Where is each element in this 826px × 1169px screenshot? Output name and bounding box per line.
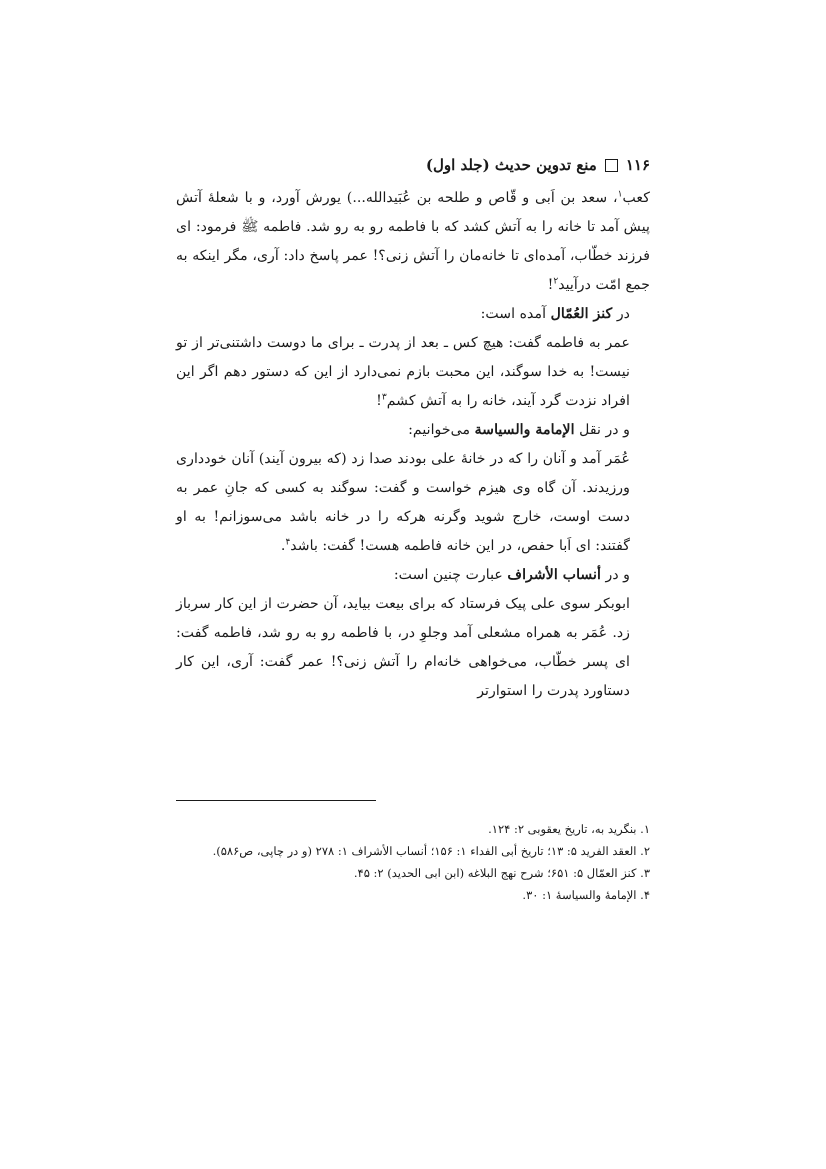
- quote-text: !: [376, 393, 382, 409]
- footnote-1: ۱. بنگرید به، تاریخ یعقوبی ۲: ۱۲۴.: [488, 822, 650, 836]
- footnote-4: ۴. الإمامۀ والسیاسۀ ۱: ۳۰.: [522, 888, 650, 902]
- running-header: [176, 150, 650, 180]
- page-number: ۱۱۶: [625, 156, 650, 174]
- lead-text: و در نقل: [579, 422, 630, 438]
- quote-3: [176, 590, 630, 706]
- footnote-3: ۳. کنز العمّال ۵: ۶۵۱؛ شرح نهج البلاغه (ابن ابی الحدید) ۲: ۴۵.: [353, 866, 650, 880]
- lead-text: عبارت چنین است:: [393, 567, 503, 583]
- paragraph-text: !: [547, 277, 554, 293]
- footnote-2: ۲. العقد الفرید ۵: ۱۳؛ تاریخ أبی الفداء ۱: ۱۵۶؛ أنساب الأشراف ۱: ۲۷۸ (و در چاپی، ص۵۸۶).: [212, 844, 650, 858]
- square-ornament-icon: [605, 159, 618, 172]
- footnote-ref: ۱: [617, 189, 623, 200]
- book-page: [176, 150, 650, 902]
- quote-text: ابوبکر سوی علی پیک فرستاد که برای بیعت بیاید، آن حضرت از این کار سرباز زد. عُمَر به همراه مشعلی آمد وجلوِ در، با فاطمه رو به رو شد، فاطمه گفت: ای پسر خطّاب، می‌خواهی خانه‌ام را آتش زنی؟! عمر گفت: آری، این کار دستاورد پدرت را استوارتر: [176, 596, 630, 699]
- source-title: أنساب الأشراف: [507, 567, 601, 583]
- source-title: الإمامة والسیاسة: [474, 422, 575, 438]
- paragraph-intro: [176, 184, 650, 300]
- lead-text: و در: [605, 567, 630, 583]
- footnote-ref: ۴: [285, 537, 291, 548]
- quote-text: عمر به فاطمه گفت: هیچ کس ـ بعد از پدرت ـ برای ما دوست داشتنی‌تر از تو نیست! به خدا سوگند، این محبت بازم نمی‌دارد از این که دستور دهم اگر این افراد نزدت گرد آیند، خانه را به آتش کشم: [176, 335, 630, 409]
- lead-text: در: [616, 306, 630, 322]
- lead-text: می‌خوانیم:: [408, 422, 471, 438]
- paragraph-text: کعب: [622, 190, 650, 206]
- footnote-ref: ۲: [553, 276, 559, 287]
- lead-text: آمده است:: [480, 306, 547, 322]
- paragraph-text: ، سعد بن اَبی و قّاص و طلحه بن عُبَیدالله...) یورش آورد، و با شعلۀ آتش پیش آمد تا خانه را به آتش کشد که با فاطمه رو به رو شد. فاطمه ﷺ فرمود: ای فرزند خطّاب، آمده‌ای تا خانه‌مان را آتش زنی؟! عمر پاسخ داد: آری، مگر اینکه به جمع امّت درآیید: [176, 190, 650, 293]
- source-title: کنز العُمّال: [550, 306, 613, 322]
- quote-text: عُمَر آمد و آنان را که در خانۀ علی بودند صدا زد (که بیرون آیند) آنان خودداری ورزیدند. آن گاه وی هیزم خواست و گفت: سوگند به کسی که جانِ عمر به دست اوست، خارج شوید وگرنه هرکه را در خانه باشد می‌سوزانم! به او گفتند: ای اَبا حفص، در این خانه فاطمه هست! گفت: باشد: [176, 451, 630, 554]
- source-lead-2: [176, 416, 630, 445]
- book-title: منع تدوین حدیث (جلد اول): [425, 156, 597, 174]
- quote-1: [176, 329, 630, 416]
- footnote-ref: ۳: [381, 392, 387, 403]
- footnote-divider: [176, 800, 376, 801]
- footnotes: [176, 818, 650, 906]
- quote-2: [176, 445, 630, 561]
- source-lead-1: [176, 300, 630, 329]
- source-lead-3: [176, 561, 630, 590]
- quote-text: .: [280, 538, 286, 554]
